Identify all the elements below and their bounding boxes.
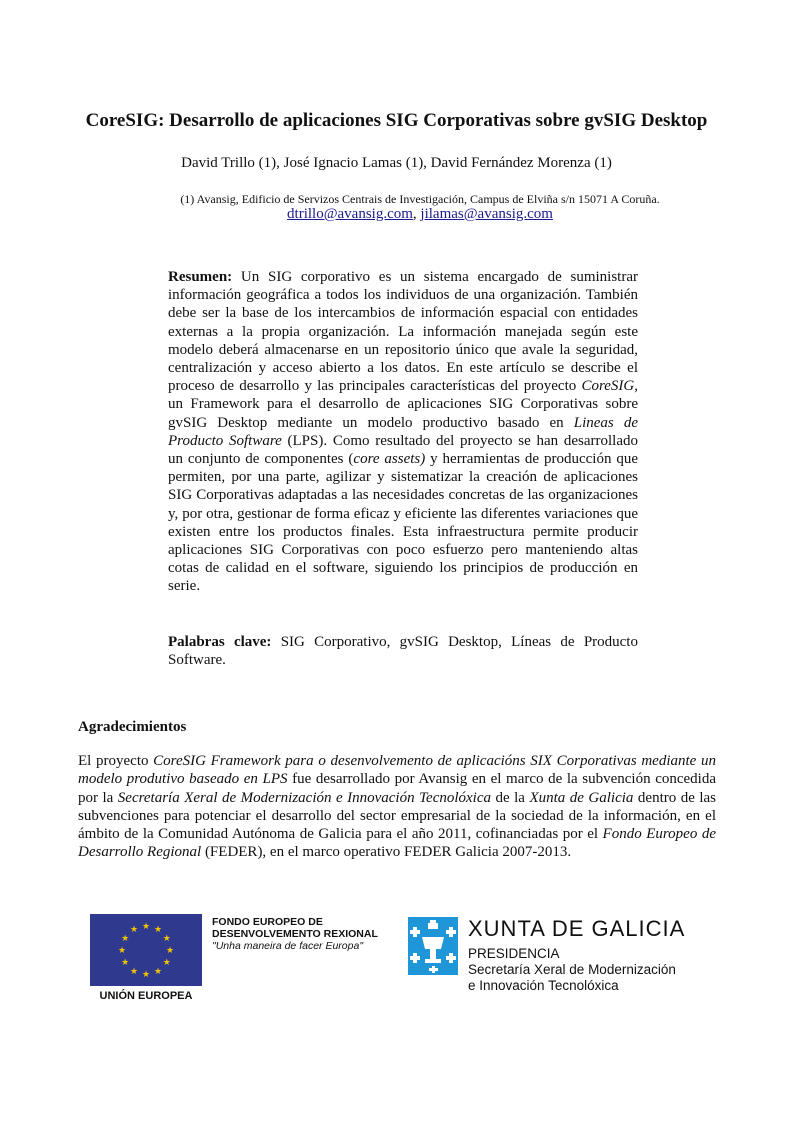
keywords-label: Palabras clave: — [168, 634, 272, 650]
eu-logo — [88, 914, 204, 1004]
abstract — [168, 268, 638, 596]
eu-star-icon: ★ — [153, 925, 163, 936]
eu-stars-icon — [90, 914, 202, 986]
affiliation: (1) Avansig, Edificio de Servizos Centrais de Investigación, Campus de Elviña s/n 15071 A Coruña. — [180, 192, 660, 206]
abstract-italic: core assets) — [353, 451, 426, 468]
eu-star-icon: ★ — [165, 946, 175, 956]
xunta-subtitle — [468, 946, 676, 994]
author-list: David Trillo (1), José Ignacio Lamas (1), David Fernández Morenza (1) — [181, 155, 612, 171]
feder-motto: "Unha maneira de facer Europa" — [212, 940, 364, 952]
eu-star-icon: ★ — [162, 934, 171, 944]
ack-text: (FEDER), en el marco operativo FEDER Galicia 2007-2013. — [201, 844, 572, 861]
ack-italic: Secretaría Xeral de Modernización e Innovación Tecnolóxica — [117, 789, 492, 806]
abstract-text: y herramientas de producción que permiten, por una parte, agilizar y sistematizar la creación de aplicaciones SIG Corporativas adaptadas a las necesidades concretas de las organizaciones y, por otra, gestionar de forma eficaz y eficiente las diferentes variaciones que existen entre los productos finales. Esta infraestructura permite producir aplicaciones SIG Corporativas con poco esfuerzo pero manteniendo altas cotas de calidad en el software, siguiendo los principios de producción en serie. — [168, 451, 639, 595]
keywords-text: SIG Corporativo, gvSIG Desktop, Líneas de Producto Software. — [168, 634, 638, 669]
ack-text: de la — [491, 789, 530, 806]
eu-star-icon: ★ — [117, 946, 127, 956]
eu-star-icon: ★ — [121, 958, 130, 968]
abstract-italic: Lineas de Producto Software — [168, 414, 638, 449]
keywords — [168, 633, 638, 669]
eu-star-icon: ★ — [129, 925, 139, 936]
feder-line-2: DESENVOLVEMENTO REXIONAL — [212, 928, 378, 940]
feder-line-1: FONDO EUROPEO DE — [212, 916, 323, 928]
email-list — [140, 206, 700, 223]
ack-italic: Fondo Europeo de Desarrollo Regional — [78, 826, 716, 861]
abstract-text: (LPS). Como resultado del proyecto se han desarrollado un conjunto de componentes ( — [168, 432, 638, 468]
ack-italic: CoreSIG Framework para o desenvolvemento de aplicacións SIX Corporativas mediante un modelo produtivo baseado en LPS — [78, 753, 716, 788]
ack-text: fue desarrollado por Avansig en el marco de la subvención concedida por la — [78, 771, 717, 806]
xunta-line-1: PRESIDENCIA — [468, 946, 560, 961]
email-separator: , — [412, 206, 421, 222]
eu-star-icon: ★ — [121, 934, 130, 944]
abstract-label: Resumen: — [168, 269, 233, 285]
xunta-line-2: Secretaría Xeral de Modernización — [468, 962, 676, 977]
eu-star-icon: ★ — [141, 970, 151, 980]
section-heading-acknowledgements: Agradecimientos — [78, 719, 187, 735]
email-link-lamas[interactable]: jilamas@avansig.com — [420, 206, 553, 222]
xunta-line-3: e Innovación Tecnolóxica — [468, 978, 619, 993]
xunta-emblem-icon — [408, 917, 458, 975]
feder-logo-text — [212, 916, 402, 952]
paper-title: CoreSIG: Desarrollo de aplicaciones SIG Corporativas sobre gvSIG Desktop — [85, 109, 708, 131]
eu-star-icon: ★ — [153, 966, 163, 977]
ack-italic: Xunta de Galicia — [529, 789, 634, 806]
acknowledgements-paragraph — [78, 752, 716, 862]
abstract-italic: CoreSIG, — [581, 378, 638, 395]
abstract-text: un Framework para el desarrollo de aplicaciones SIG Corporativas sobre gvSIG Desktop mediante un modelo productivo basado en — [168, 396, 638, 431]
xunta-title: XUNTA DE GALICIA — [468, 916, 686, 941]
abstract-text: Un SIG corporativo es un sistema encargado de suministrar información geográfica a todos los individuos de una organización. También debe ser la base de los intercambios de información espacial con entidades externas a la propia organización. La información manejada según este modelo deberá almacenarse en un repositorio único que avale la seguridad, centralización y acceso abierto a los datos. En este artículo se describe el proceso de desarrollo y las principales características del proyecto — [168, 269, 638, 395]
email-link-trillo[interactable]: dtrillo@avansig.com — [287, 206, 413, 222]
ack-text: El proyecto — [78, 753, 154, 769]
eu-star-icon: ★ — [129, 966, 139, 977]
eu-flag-icon — [90, 914, 202, 986]
eu-caption: UNIÓN EUROPEA — [99, 990, 193, 1002]
eu-star-icon: ★ — [162, 958, 171, 968]
ack-text: dentro de las subvenciones para potenciar el desarrollo del sector empresarial de la sociedad de la información, en el ámbito de la Comunidad Autónoma de Galicia para el año 2011, cofinanciadas por el — [78, 789, 717, 843]
xunta-shield-icon — [408, 917, 458, 975]
eu-star-icon: ★ — [141, 922, 151, 932]
